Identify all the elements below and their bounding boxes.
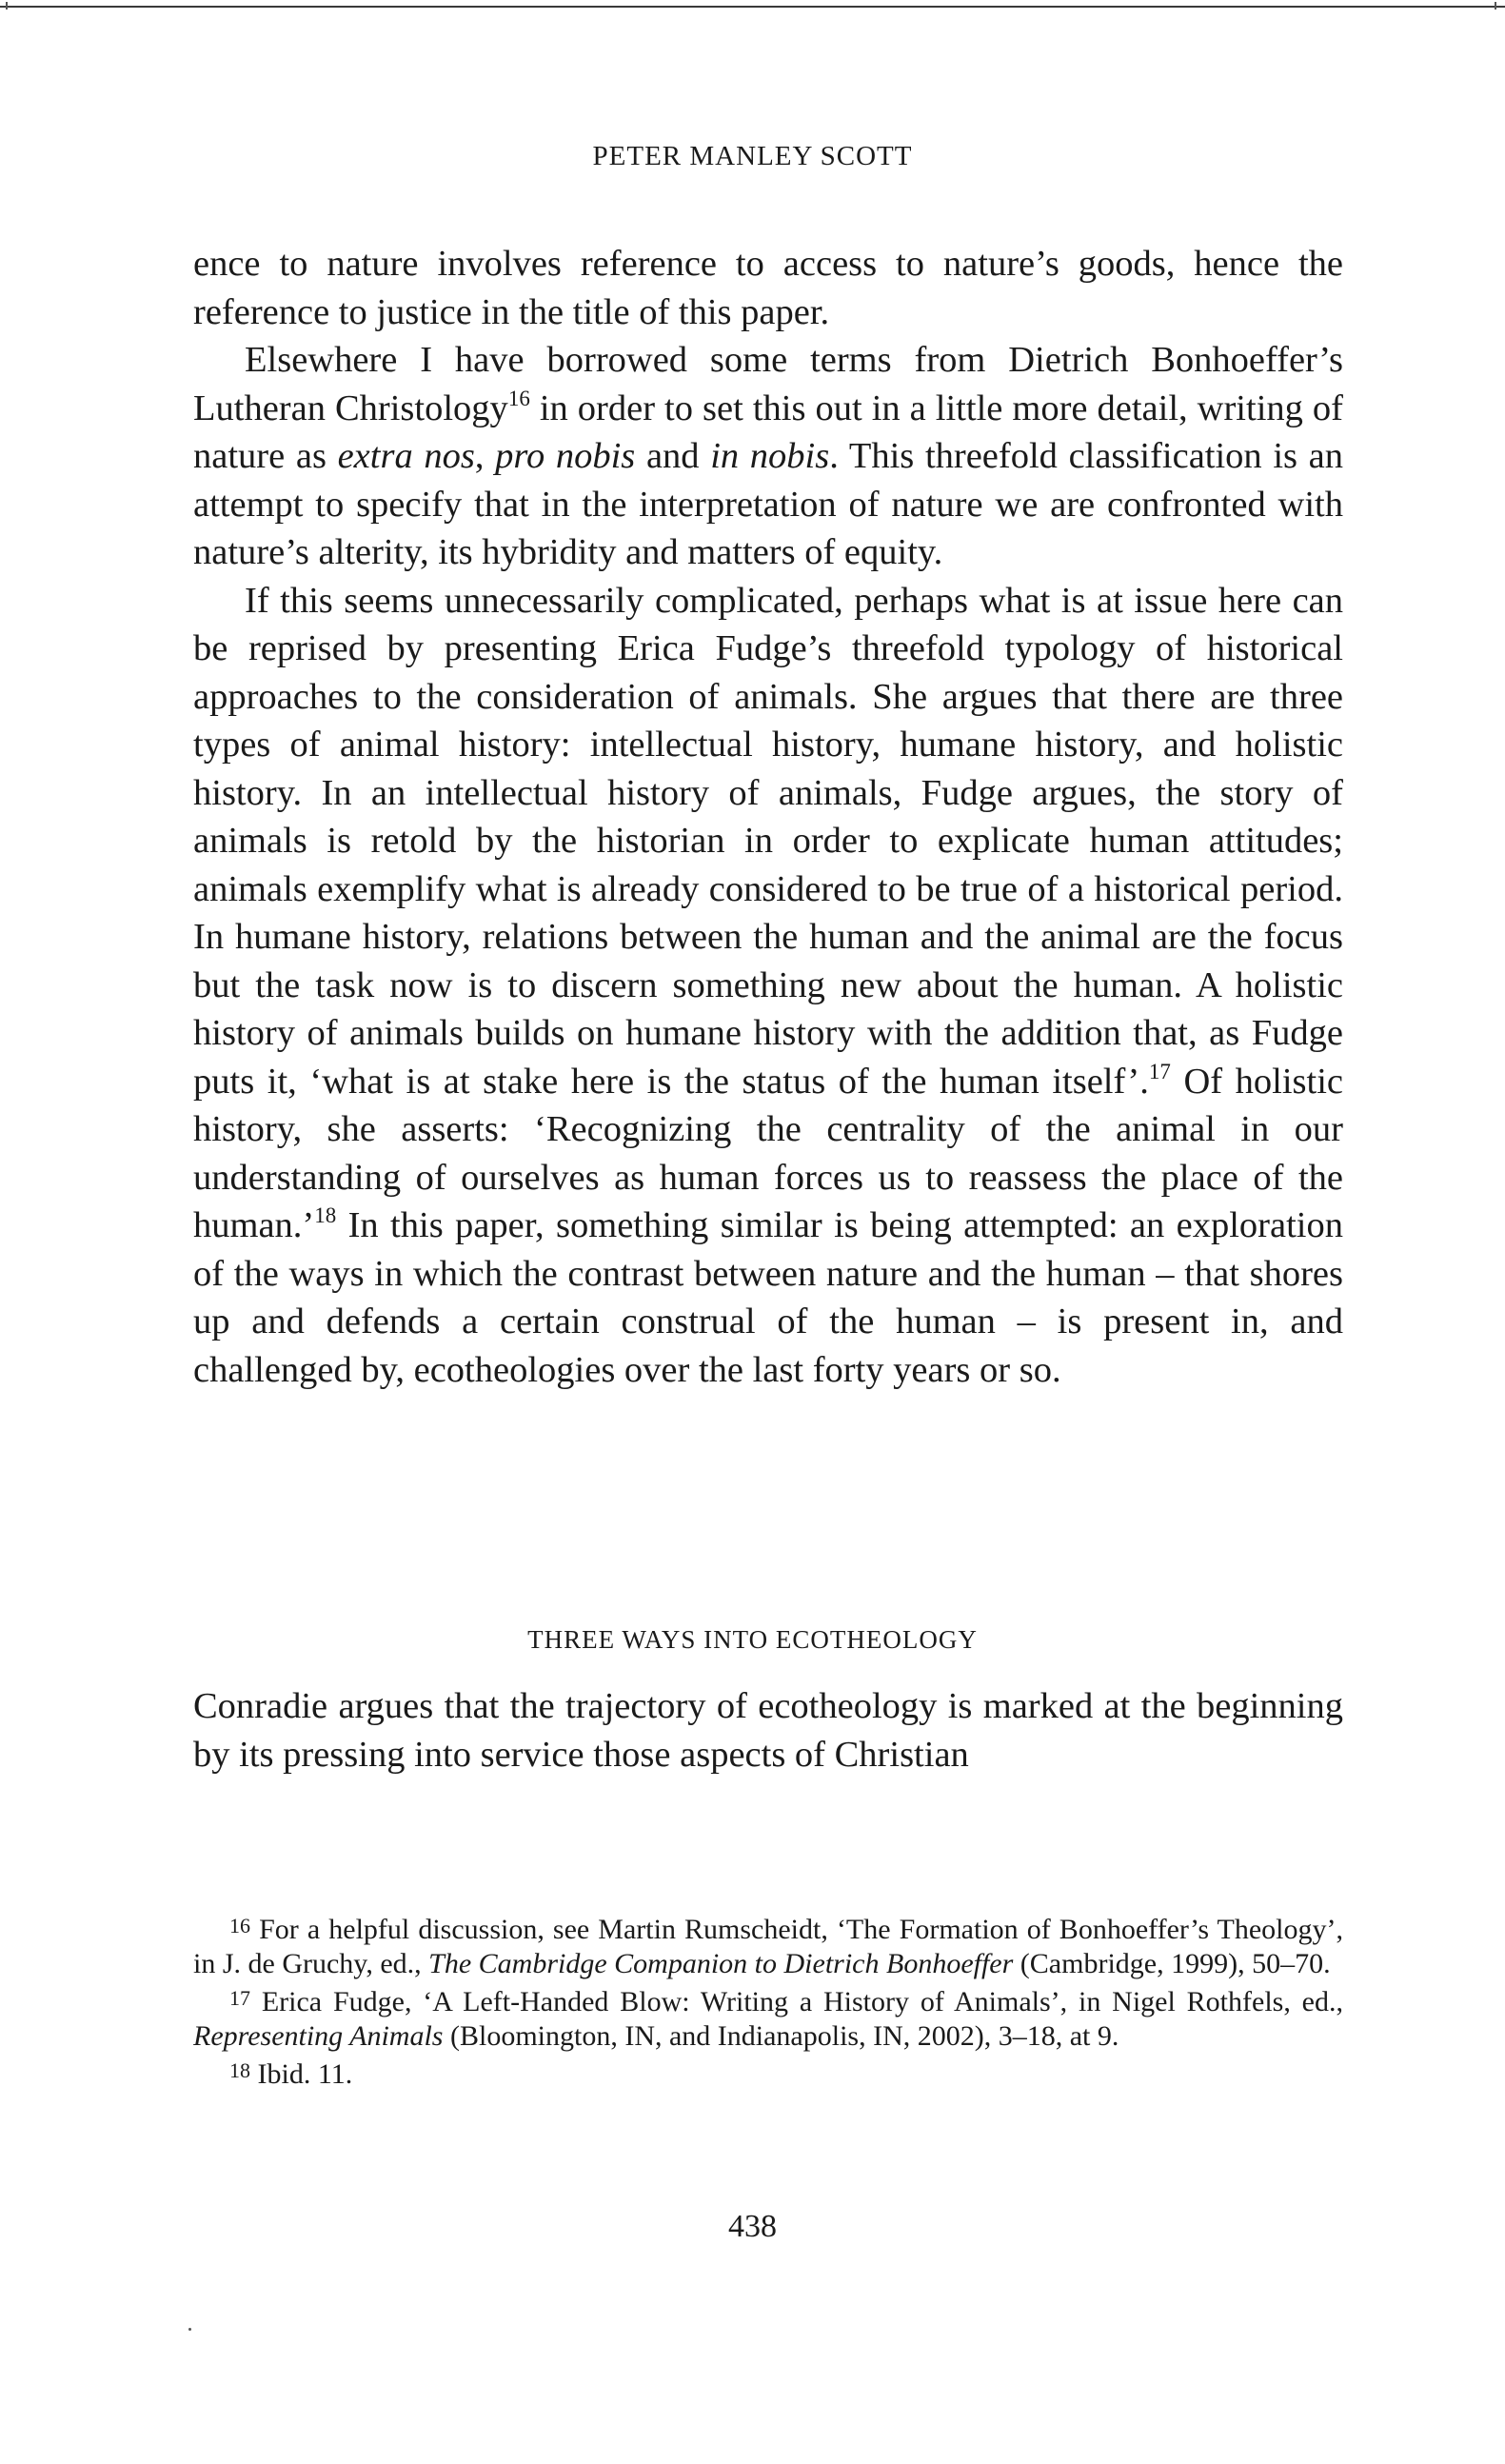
- main-text: [193, 240, 1343, 1394]
- paragraph-1: ence to nature involves reference to access to nature’s goods, hence the reference to justice in the title of this paper.: [193, 244, 1343, 332]
- footnote-ref-16[interactable]: 16: [507, 386, 530, 410]
- scan-edge-rule: [0, 6, 1505, 8]
- footnote-17: $^{17}$ Erica Fudge, ‘A Left-Handed Blow: Writing a History of Animals’, in Nigel Rothfels, ed., Representing Animals (Bloomington, IN, and Indianapolis, IN, 2002), 3–18, at 9.: [193, 1986, 1343, 2052]
- scan-speck: [188, 2328, 191, 2331]
- section-text: [193, 1682, 1343, 1778]
- footnote-ref-18[interactable]: 18: [314, 1203, 337, 1227]
- scan-mark: [6, 2, 8, 10]
- paragraph-3: If this seems unnecessarily complicated, perhaps what is at issue here can be reprised by presenting Erica Fudge’s threefold typology of historical approaches to the consideration of animals. She argues that there are three types of animal history: intellectual history, humane history, and holistic history. In an intellectual history of animals, Fudge argues, the story of animals is retold by the historian in order to explicate human attitudes; animals exemplify what is already considered to be true of a historical period. In humane history, relations between the human and the animal are the focus but the task now is to discern something new about the human. A holistic history of animals builds on humane history with the addition that, as Fudge puts it, ‘what is at stake here is the status of the human itself’.$^{17}$ Of holistic history, she asserts: ‘Recognizing the centrality of the animal in our understanding of ourselves as human forces us to reassess the place of the human.’$^{18}$ In this paper, something similar is being attempted: an exploration of the ways in which the contrast between nature and the human – that shores up and defends a certain construal of the human – is present in, and challenged by, ecotheologies over the last forty years or so.: [193, 580, 1344, 1390]
- page-number: 438: [728, 2209, 777, 2244]
- footnote-18: $^{18}$ Ibid. 11.: [229, 2058, 353, 2090]
- footnote-ref-17[interactable]: 17: [1148, 1059, 1171, 1083]
- section-heading: THREE WAYS INTO ECOTHEOLOGY: [527, 1625, 978, 1654]
- scan-mark: [1495, 2, 1496, 10]
- footnote-16: $^{16}$ For a helpful discussion, see Martin Rumscheidt, ‘The Formation of Bonhoeffer’s Theology’, in J. de Gruchy, ed., The Cambridge Companion to Dietrich Bonhoeffer (Cambridge, 1999), 50–70.: [193, 1914, 1344, 1979]
- section-paragraph-1: Conradie argues that the trajectory of ecotheology is marked at the beginning by its pressing into service those aspects of Christian: [193, 1686, 1343, 1775]
- paragraph-2: Elsewhere I have borrowed some terms from Dietrich Bonhoeffer’s Lutheran Christology$^{16}$ in order to set this out in a little more detail, writing of nature as extra nos, pro nobis and in nobis. This threefold classification is an attempt to specify that in the interpretation of nature we are confronted with nature’s alterity, its hybridity and matters of equity.: [193, 340, 1344, 572]
- footnotes: [193, 1909, 1343, 2092]
- running-head: PETER MANLEY SCOTT: [592, 141, 913, 171]
